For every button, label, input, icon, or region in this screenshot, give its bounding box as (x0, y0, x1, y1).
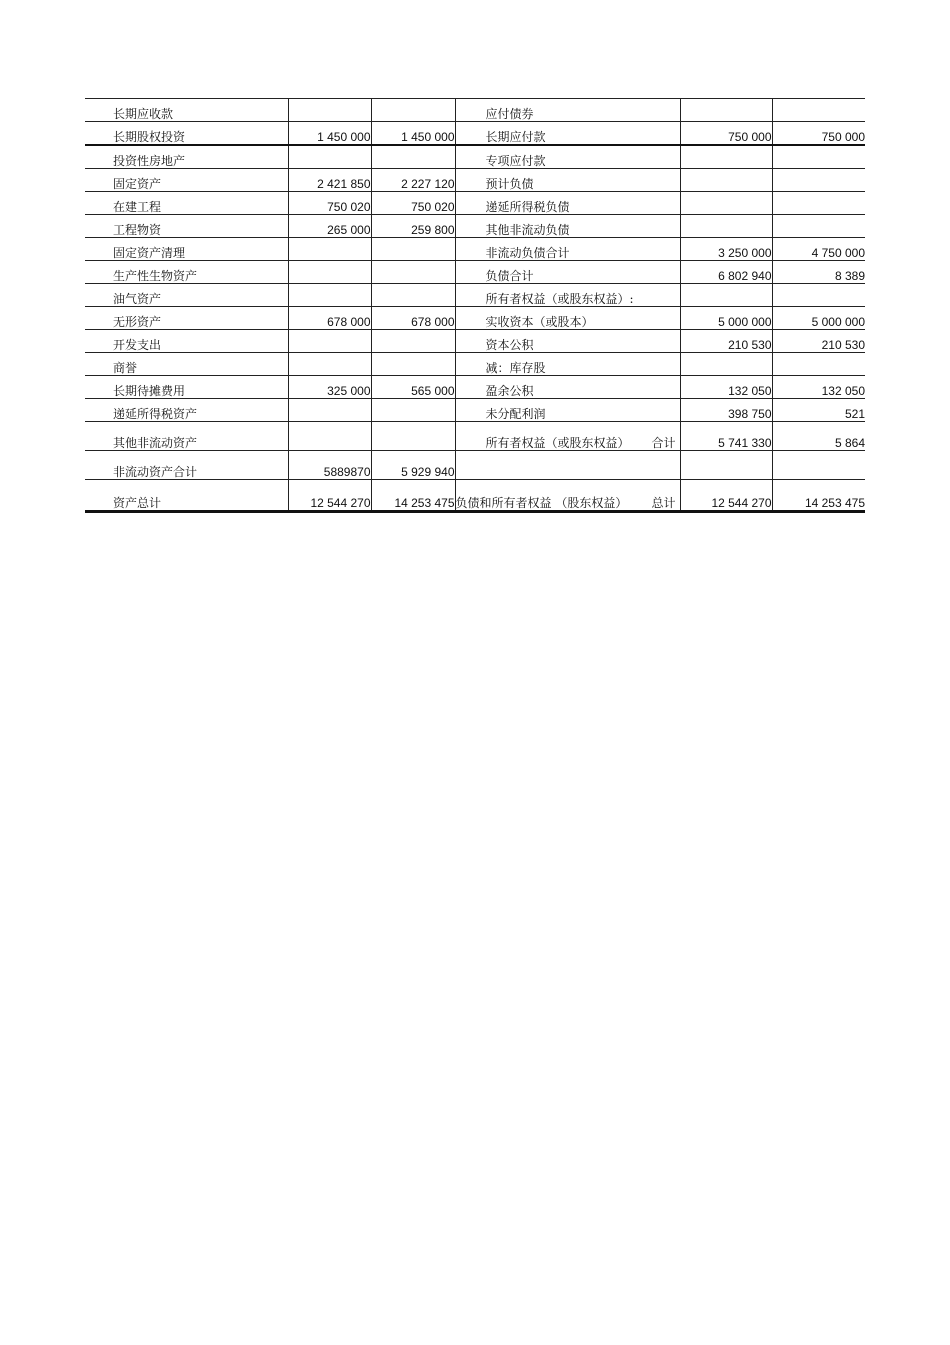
row-label-suffix: 总计 (651, 496, 676, 510)
asset-value-end (288, 145, 371, 169)
liability-value-begin: 210 530 (772, 330, 865, 353)
liability-value-begin (772, 169, 865, 192)
liability-label: 所有者权益（或股东权益）: (455, 284, 680, 307)
liability-label: 专项应付款 (455, 145, 680, 169)
asset-label: 非流动资产合计 (85, 451, 288, 480)
liability-label: 长期应付款 (455, 122, 680, 146)
asset-label: 其他非流动资产 (85, 422, 288, 451)
liability-value-begin (772, 215, 865, 238)
row-label-text: 所有者权益（或股东权益） (485, 436, 630, 450)
asset-label: 资产总计 (85, 480, 288, 512)
asset-value-begin (371, 284, 455, 307)
asset-value-begin (371, 330, 455, 353)
liability-value-end: 5 000 000 (680, 307, 772, 330)
asset-value-end (288, 99, 371, 122)
liability-value-end: 750 000 (680, 122, 772, 146)
asset-label: 油气资产 (85, 284, 288, 307)
asset-label: 在建工程 (85, 192, 288, 215)
liability-value-begin: 5 000 000 (772, 307, 865, 330)
liability-value-begin (772, 145, 865, 169)
table-row (85, 284, 865, 307)
liability-value-end (680, 451, 772, 480)
asset-label: 开发支出 (85, 330, 288, 353)
table-row (85, 422, 865, 451)
liability-value-end: 5 741 330 (680, 422, 772, 451)
asset-value-end: 1 450 000 (288, 122, 371, 146)
table-row (85, 238, 865, 261)
liability-label: 未分配利润 (455, 399, 680, 422)
liability-label: 应付债券 (455, 99, 680, 122)
liability-value-begin (772, 99, 865, 122)
liability-label: 资本公积 (455, 330, 680, 353)
table-body (85, 99, 865, 512)
liability-label: 非流动负债合计 (455, 238, 680, 261)
liability-value-begin (772, 192, 865, 215)
liability-value-begin: 132 050 (772, 376, 865, 399)
liability-label: 递延所得税负债 (455, 192, 680, 215)
asset-value-begin: 5 929 940 (371, 451, 455, 480)
asset-value-end (288, 238, 371, 261)
table-row (85, 451, 865, 480)
asset-label: 投资性房地产 (85, 145, 288, 169)
row-label-suffix: 合计 (651, 436, 676, 450)
asset-value-end (288, 353, 371, 376)
table-row (85, 307, 865, 330)
table-row (85, 376, 865, 399)
table-row (85, 122, 865, 146)
liability-value-begin: 750 000 (772, 122, 865, 146)
asset-value-begin (371, 399, 455, 422)
liability-value-end (680, 215, 772, 238)
asset-value-begin: 14 253 475 (371, 480, 455, 512)
table-row (85, 399, 865, 422)
liability-value-end (680, 353, 772, 376)
asset-label: 无形资产 (85, 307, 288, 330)
asset-label: 商誉 (85, 353, 288, 376)
asset-value-end: 265 000 (288, 215, 371, 238)
liability-value-end (680, 99, 772, 122)
asset-value-end (288, 422, 371, 451)
liability-label: 减：库存股 (455, 353, 680, 376)
liability-value-begin: 4 750 000 (772, 238, 865, 261)
liability-label: 负债合计 (455, 261, 680, 284)
asset-value-begin (371, 99, 455, 122)
table-row (85, 145, 865, 169)
asset-value-begin (371, 238, 455, 261)
asset-label: 固定资产清理 (85, 238, 288, 261)
asset-label: 递延所得税资产 (85, 399, 288, 422)
asset-value-end (288, 284, 371, 307)
asset-value-end: 5889870 (288, 451, 371, 480)
liability-value-end: 210 530 (680, 330, 772, 353)
liability-label (455, 422, 680, 451)
liability-value-end (680, 145, 772, 169)
liability-value-end: 12 544 270 (680, 480, 772, 512)
asset-label: 长期应收款 (85, 99, 288, 122)
table-row (85, 215, 865, 238)
liability-value-end (680, 192, 772, 215)
asset-value-end (288, 399, 371, 422)
liability-value-end: 3 250 000 (680, 238, 772, 261)
asset-value-end: 2 421 850 (288, 169, 371, 192)
liability-value-begin (772, 353, 865, 376)
table-row (85, 99, 865, 122)
liability-value-end: 398 750 (680, 399, 772, 422)
asset-label: 长期待摊费用 (85, 376, 288, 399)
asset-value-begin: 259 800 (371, 215, 455, 238)
liability-label: 实收资本（或股本） (455, 307, 680, 330)
liability-value-begin: 14 253 475 (772, 480, 865, 512)
asset-value-begin: 565 000 (371, 376, 455, 399)
liability-value-begin: 5 864 (772, 422, 865, 451)
liability-value-end: 132 050 (680, 376, 772, 399)
asset-value-end: 678 000 (288, 307, 371, 330)
liability-label: 其他非流动负债 (455, 215, 680, 238)
asset-label: 固定资产 (85, 169, 288, 192)
balance-sheet-table (85, 98, 865, 513)
asset-value-end: 750 020 (288, 192, 371, 215)
table-row (85, 192, 865, 215)
liability-value-begin (772, 451, 865, 480)
asset-value-begin (371, 422, 455, 451)
liability-value-begin: 8 389 (772, 261, 865, 284)
liability-value-begin: 521 (772, 399, 865, 422)
liability-label (455, 451, 680, 480)
liability-label: 盈余公积 (455, 376, 680, 399)
asset-label: 长期股权投资 (85, 122, 288, 146)
asset-value-end: 325 000 (288, 376, 371, 399)
table-row (85, 169, 865, 192)
liability-label: 预计负债 (455, 169, 680, 192)
table-row (85, 480, 865, 512)
asset-label: 生产性生物资产 (85, 261, 288, 284)
asset-value-begin: 2 227 120 (371, 169, 455, 192)
asset-value-begin (371, 261, 455, 284)
liability-value-end: 6 802 940 (680, 261, 772, 284)
asset-value-begin: 678 000 (371, 307, 455, 330)
liability-label (455, 480, 680, 512)
liability-value-begin (772, 284, 865, 307)
asset-value-begin (371, 353, 455, 376)
row-label-text: 负债和所有者权益 （股东权益） (455, 496, 628, 510)
asset-value-end (288, 330, 371, 353)
table-row (85, 330, 865, 353)
asset-value-begin: 750 020 (371, 192, 455, 215)
asset-label: 工程物资 (85, 215, 288, 238)
asset-value-begin (371, 145, 455, 169)
liability-value-end (680, 169, 772, 192)
table-row (85, 353, 865, 376)
asset-value-end: 12 544 270 (288, 480, 371, 512)
asset-value-end (288, 261, 371, 284)
liability-value-end (680, 284, 772, 307)
table-row (85, 261, 865, 284)
balance-sheet (85, 98, 865, 513)
asset-value-begin: 1 450 000 (371, 122, 455, 146)
